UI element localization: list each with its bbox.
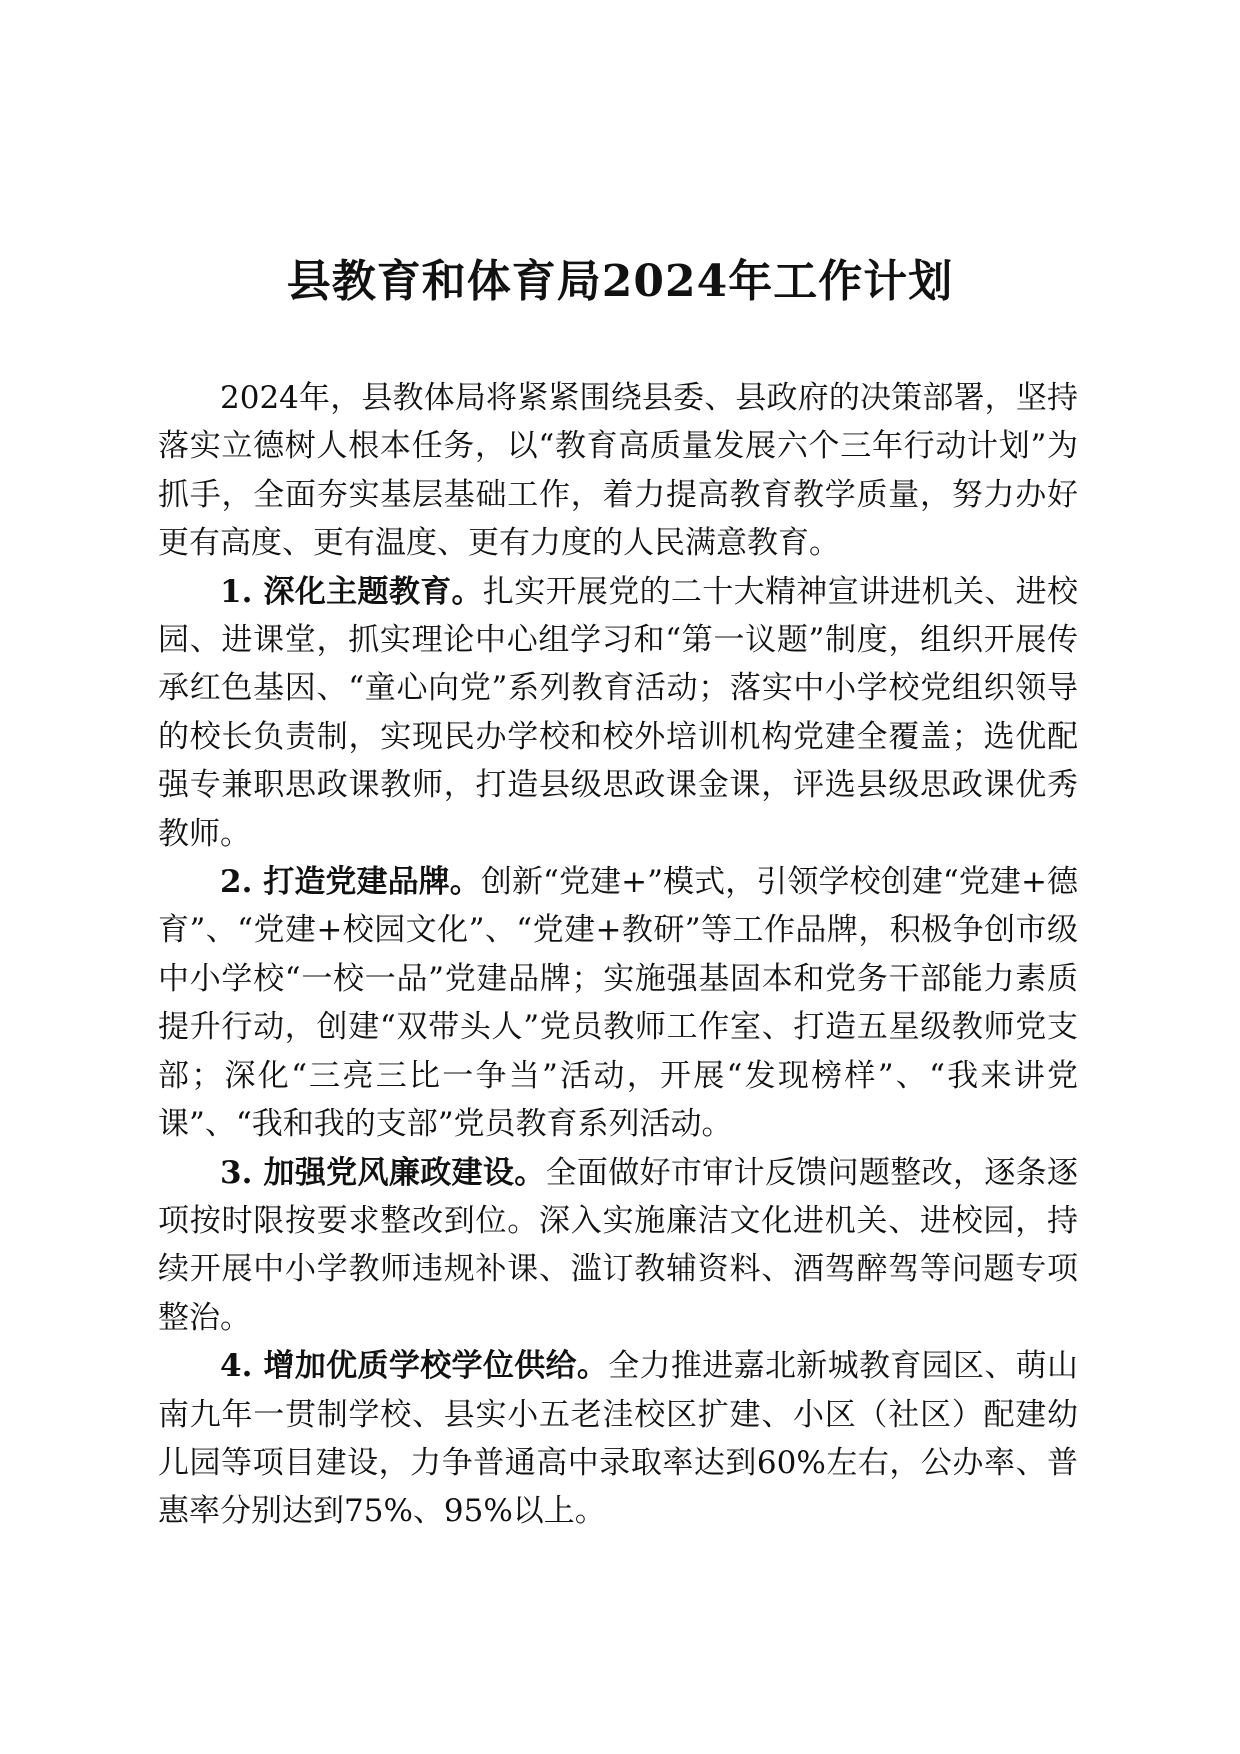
section-3-text: 全面做好市审计反馈问题整改，逐条逐项按时限按要求整改到位。深入实施廉洁文化进机关、进校园，持续开展中小学教师违规补课、滥订教辅资料、酒驾醉驾等问题专项整治。 [158, 1154, 1079, 1336]
document-title: 县教育和体育局2024年工作计划 [286, 256, 954, 307]
section-2-paragraph [158, 858, 1078, 1148]
section-1-heading: 1. 深化主题教育。 [220, 573, 483, 610]
document-body [158, 374, 1078, 1536]
section-4-paragraph [158, 1342, 1078, 1536]
section-2-text: 创新“党建+”模式，引领学校创建“党建+德育”、“党建+校园文化”、“党建+教研”等工作品牌，积极争创市级中小学校“一校一品”党建品牌；实施强基固本和党务干部能力素质提升行动，创建“双带头人”党员教师工作室、打造五星级教师党支部；深化“三亮三比一争当”活动，开展“发现榜样”、“我来讲党课”、“我和我的支部”党员教育系列活动。 [158, 864, 1079, 1143]
section-3-heading: 3. 加强党风廉政建设。 [220, 1154, 546, 1191]
section-2-heading: 2. 打造党建品牌。 [220, 864, 481, 901]
section-1-text: 扎实开展党的二十大精神宣讲进机关、进校园、进课堂，抓实理论中心组学习和“第一议题”制度，组织开展传承红色基因、“童心向党”系列教育活动；落实中小学校党组织领导的校长负责制，实现民办学校和校外培训机构党建全覆盖；选优配强专兼职思政课教师，打造县级思政课金课，评选县级思政课优秀教师。 [158, 573, 1079, 852]
section-3-paragraph [158, 1149, 1078, 1343]
section-4-heading: 4. 增加优质学校学位供给。 [220, 1348, 609, 1385]
intro-paragraph: 2024年，县教体局将紧紧围绕县委、县政府的决策部署，坚持落实立德树人根本任务，以“教育高质量发展六个三年行动计划”为抓手，全面夯实基层基础工作，着力提高教育教学质量，努力办好更有高度、更有温度、更有力度的人民满意教育。 [158, 380, 1078, 562]
section-1-paragraph [158, 568, 1078, 858]
section-4-text: 全力推进嘉北新城教育园区、萌山南九年一贯制学校、县实小五老洼校区扩建、小区（社区）配建幼儿园等项目建设，力争普通高中录取率达到60%左右，公办率、普惠率分别达到75%、95%以上。 [158, 1348, 1079, 1530]
